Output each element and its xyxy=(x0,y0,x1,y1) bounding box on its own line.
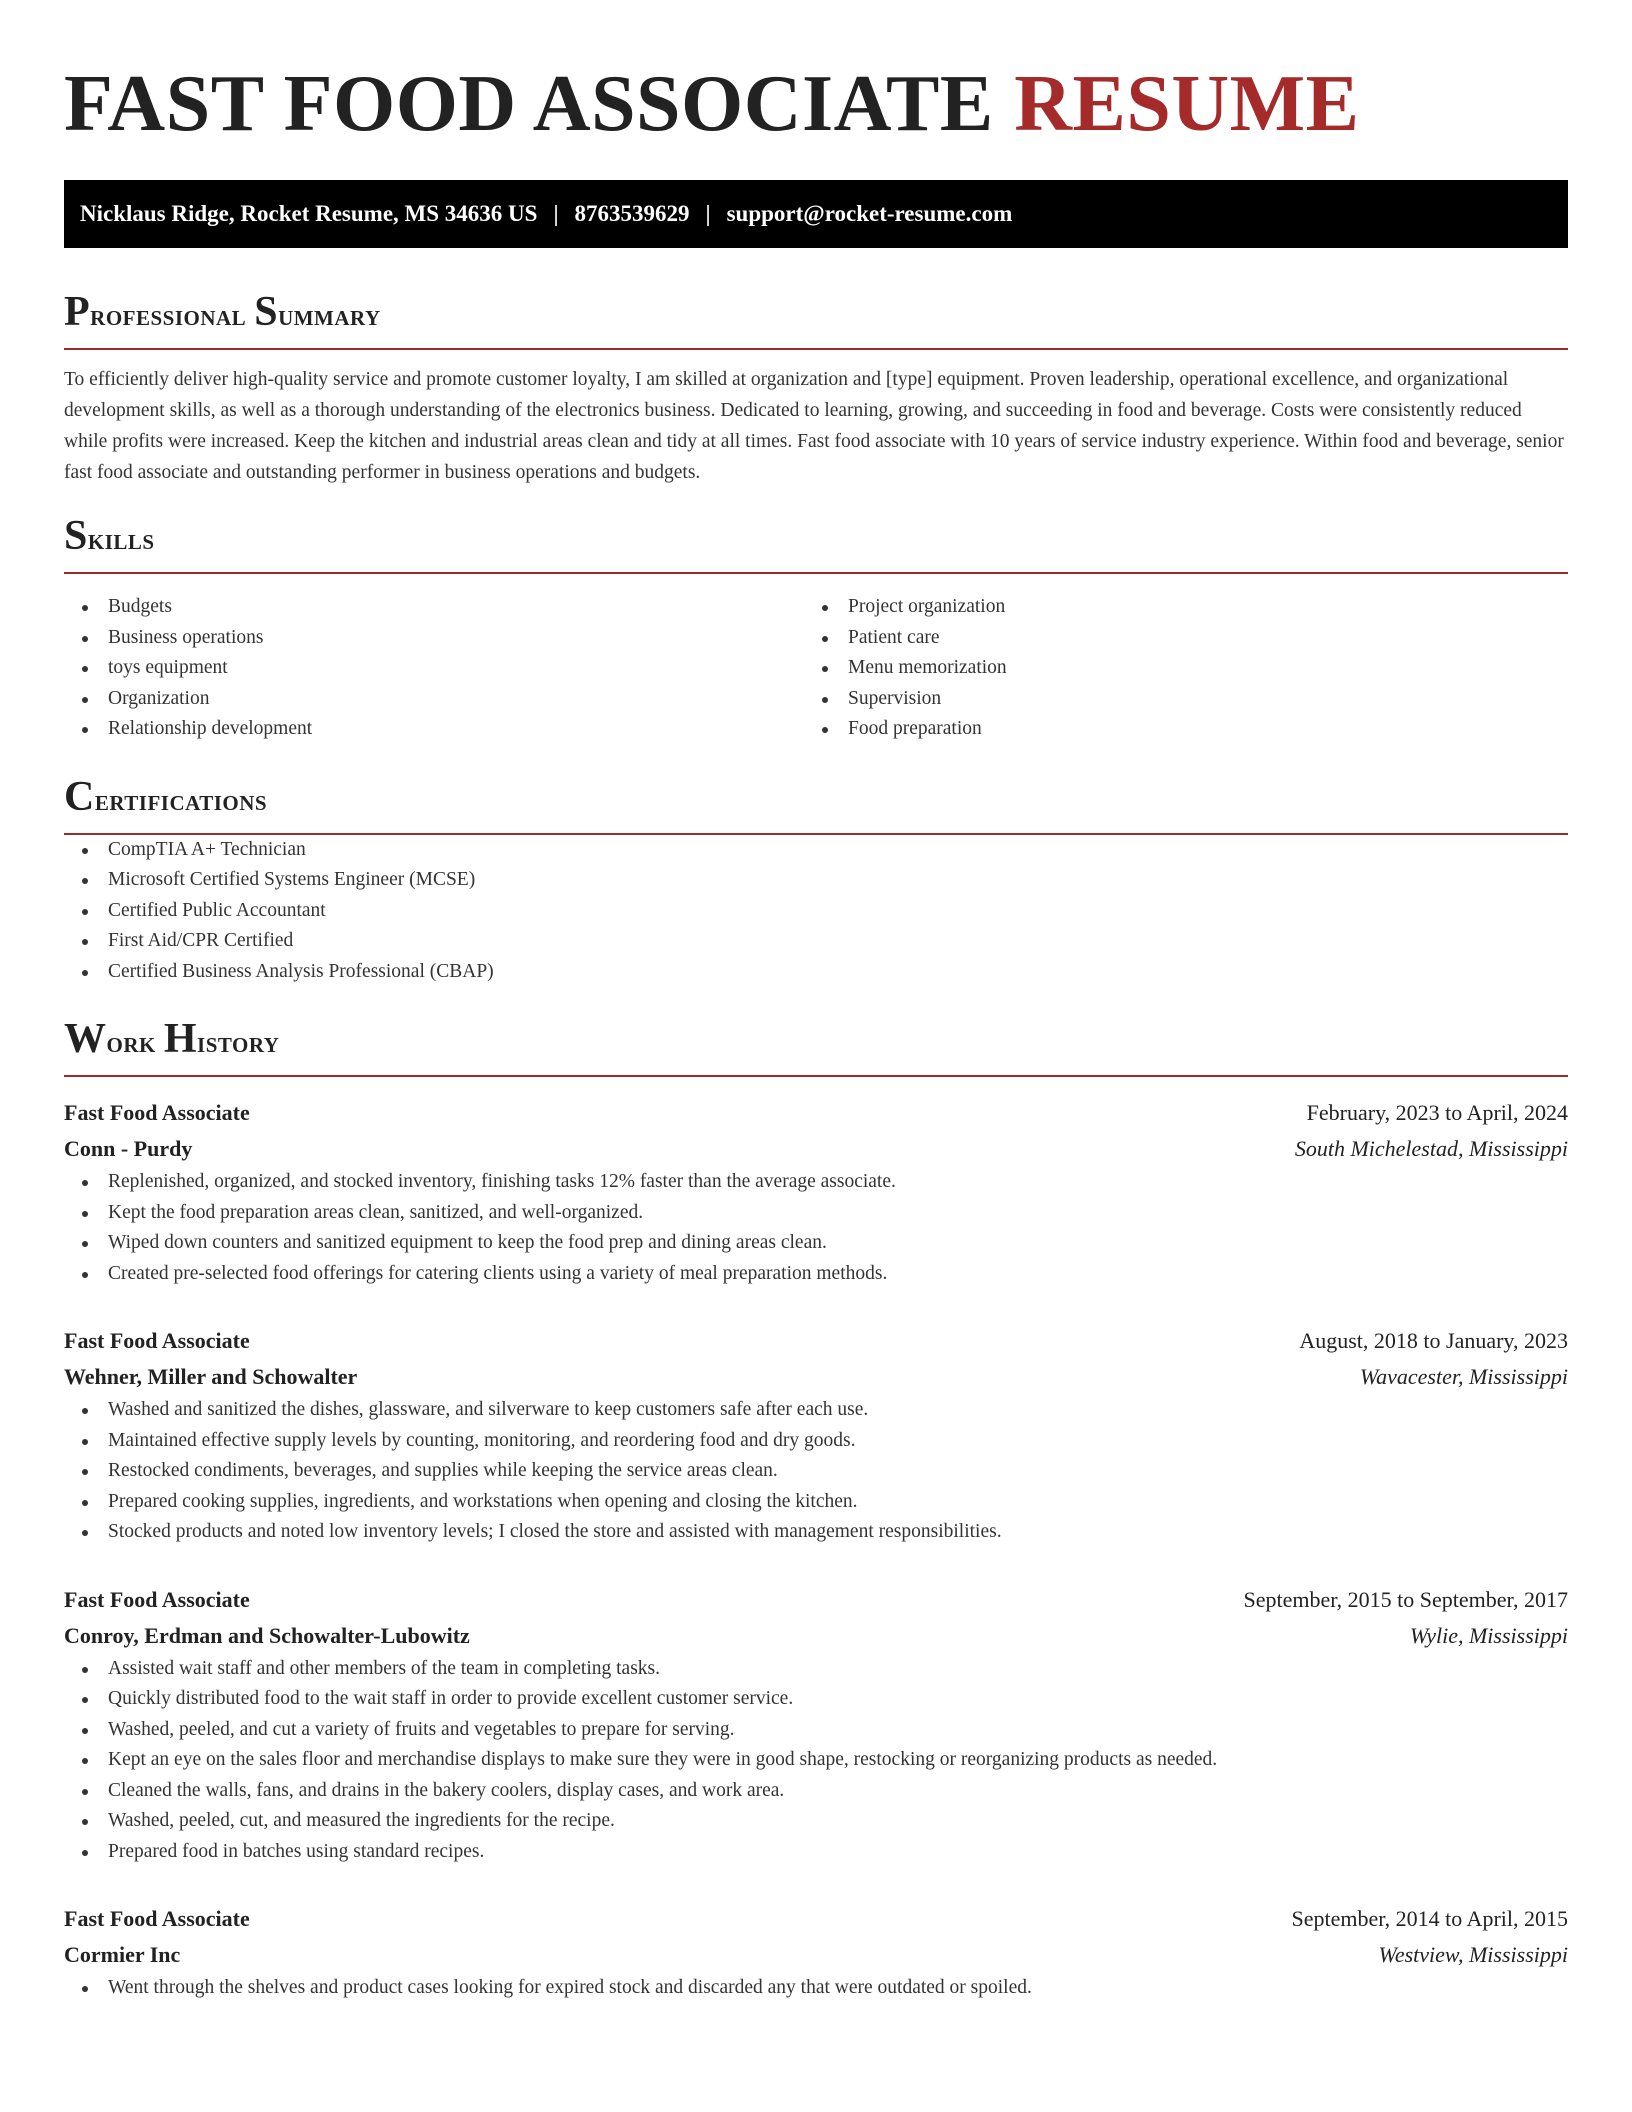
heading-initial: W xyxy=(64,1016,107,1062)
job-duties-list xyxy=(64,1167,1568,1289)
skill-item: Budgets xyxy=(64,592,804,623)
job-company: Conn - Purdy xyxy=(64,1136,193,1161)
skills-column-left xyxy=(64,592,804,745)
job-duties-list xyxy=(64,1395,1568,1548)
job-title: Fast Food Associate xyxy=(64,1100,250,1125)
skill-item: toys equipment xyxy=(64,653,804,684)
certification-item: Certified Business Analysis Professional (CBAP) xyxy=(64,957,1568,988)
job-entry xyxy=(64,1901,1568,2004)
job-duty: Stocked products and noted low inventory levels; I closed the store and assisted with management responsibilities. xyxy=(64,1517,1568,1548)
heading-initial: P xyxy=(64,289,91,335)
job-duty: Created pre-selected food offerings for catering clients using a variety of meal preparation methods. xyxy=(64,1259,1568,1290)
job-duty: Washed, peeled, and cut a variety of fruits and vegetables to prepare for serving. xyxy=(64,1715,1568,1746)
contact-separator: | xyxy=(553,201,559,226)
job-duty: Prepared cooking supplies, ingredients, and workstations when opening and closing the kitchen. xyxy=(64,1487,1568,1518)
heading-rest: ork xyxy=(106,1026,164,1059)
job-dates: September, 2015 to September, 2017 xyxy=(1243,1586,1568,1612)
heading-rest: kills xyxy=(87,523,155,556)
contact-separator: | xyxy=(705,201,711,226)
heading-rest: istory xyxy=(197,1026,280,1059)
job-duty: Went through the shelves and product cases looking for expired stock and discarded any that were outdated or spoiled. xyxy=(64,1973,1568,2004)
job-duty: Restocked condiments, beverages, and supplies while keeping the service areas clean. xyxy=(64,1456,1568,1487)
contact-phone: 8763539629 xyxy=(574,201,690,226)
skill-item: Project organization xyxy=(804,592,1544,623)
job-entry xyxy=(64,1323,1568,1548)
heading-initial: H xyxy=(163,1016,198,1062)
job-duty: Kept the food preparation areas clean, sanitized, and well-organized. xyxy=(64,1198,1568,1229)
certification-item: CompTIA A+ Technician xyxy=(64,835,1568,866)
heading-initial: S xyxy=(64,513,88,559)
section-divider xyxy=(64,572,1568,574)
heading-rest: rofessional xyxy=(90,299,255,332)
job-entry xyxy=(64,1095,1568,1289)
job-duty: Quickly distributed food to the wait staff in order to provide excellent customer service. xyxy=(64,1684,1568,1715)
job-duty: Washed and sanitized the dishes, glassware, and silverware to keep customers safe after each use. xyxy=(64,1395,1568,1426)
heading-initial: C xyxy=(64,773,95,820)
skill-item: Organization xyxy=(64,684,804,715)
job-location: South Michelestad, Mississippi xyxy=(1294,1136,1568,1161)
job-duties-list xyxy=(64,1654,1568,1868)
heading-initial: S xyxy=(254,289,279,335)
job-duty: Washed, peeled, cut, and measured the ingredients for the recipe. xyxy=(64,1806,1568,1837)
job-duty: Maintained effective supply levels by counting, monitoring, and reordering food and dry goods. xyxy=(64,1426,1568,1457)
skill-item: Relationship development xyxy=(64,714,804,745)
skills-grid xyxy=(64,592,1568,745)
contact-address: Nicklaus Ridge, Rocket Resume, MS 34636 US xyxy=(80,201,538,226)
resume-title xyxy=(64,0,1568,150)
job-duties-list xyxy=(64,1973,1568,2004)
heading-rest: ertifications xyxy=(94,783,268,817)
job-title: Fast Food Associate xyxy=(64,1906,250,1931)
skill-item: Menu memorization xyxy=(804,653,1544,684)
job-company: Cormier Inc xyxy=(64,1942,181,1967)
job-duty: Replenished, organized, and stocked inventory, finishing tasks 12% faster than the average associate. xyxy=(64,1167,1568,1198)
certifications-heading xyxy=(64,773,1568,821)
job-dates: September, 2014 to April, 2015 xyxy=(1291,1906,1568,1931)
certifications-section xyxy=(64,773,1568,988)
section-divider xyxy=(64,1075,1568,1077)
job-dates: February, 2023 to April, 2024 xyxy=(1306,1100,1568,1125)
job-duty: Assisted wait staff and other members of the team in completing tasks. xyxy=(64,1654,1568,1685)
skill-item: Food preparation xyxy=(804,714,1544,745)
job-duty: Cleaned the walls, fans, and drains in the bakery coolers, display cases, and work area. xyxy=(64,1776,1568,1807)
contact-email: support@rocket-resume.com xyxy=(726,201,1013,226)
certification-item: Microsoft Certified Systems Engineer (MCSE) xyxy=(64,865,1568,896)
job-company: Conroy, Erdman and Schowalter-Lubowitz xyxy=(64,1622,470,1648)
job-entry xyxy=(64,1582,1568,1868)
work-history-section xyxy=(64,1016,1568,2004)
job-location: Westview, Mississippi xyxy=(1378,1942,1568,1967)
skill-item: Supervision xyxy=(804,684,1544,715)
skills-section xyxy=(64,513,1568,745)
skill-item: Patient care xyxy=(804,623,1544,654)
job-location: Wavacester, Mississippi xyxy=(1359,1364,1568,1389)
certification-item: Certified Public Accountant xyxy=(64,896,1568,927)
heading-rest: ummary xyxy=(278,299,381,332)
work-history-heading xyxy=(64,1016,1568,1063)
job-title: Fast Food Associate xyxy=(64,1328,250,1353)
certifications-list xyxy=(64,835,1568,988)
summary-heading xyxy=(64,289,1568,336)
job-duty: Kept an eye on the sales floor and merchandise displays to make sure they were in good shape, restocking or reorganizing products as needed. xyxy=(64,1745,1568,1776)
job-dates: August, 2018 to January, 2023 xyxy=(1299,1328,1568,1353)
summary-text: To efficiently deliver high-quality service and promote customer loyalty, I am skilled at organization and [type] equipment. Proven leadership, operational excellence, and organizational development skills, as well as a thorough understanding of the electronics business. Dedicated to learning, growing, and succeeding in food and beverage. Costs were consistently reduced while profits were increased. Keep the kitchen and industrial areas clean and tidy at all times. Fast food associate with 10 years of service industry experience. Within food and beverage, senior fast food associate and outstanding performer in business operations and budgets. xyxy=(64,369,1564,483)
skills-column-right xyxy=(804,592,1544,745)
title-main: FAST FOOD ASSOCIATE xyxy=(64,60,994,148)
skills-heading xyxy=(64,513,1568,560)
section-divider xyxy=(64,348,1568,350)
title-accent: RESUME xyxy=(1014,60,1360,148)
job-duty: Wiped down counters and sanitized equipment to keep the food prep and dining areas clean. xyxy=(64,1228,1568,1259)
skill-item: Business operations xyxy=(64,623,804,654)
contact-bar xyxy=(64,180,1568,248)
summary-section xyxy=(64,289,1568,488)
job-title: Fast Food Associate xyxy=(64,1586,250,1612)
job-company: Wehner, Miller and Schowalter xyxy=(64,1364,358,1389)
job-location: Wylie, Mississippi xyxy=(1409,1622,1568,1648)
certification-item: First Aid/CPR Certified xyxy=(64,926,1568,957)
job-duty: Prepared food in batches using standard recipes. xyxy=(64,1837,1568,1868)
